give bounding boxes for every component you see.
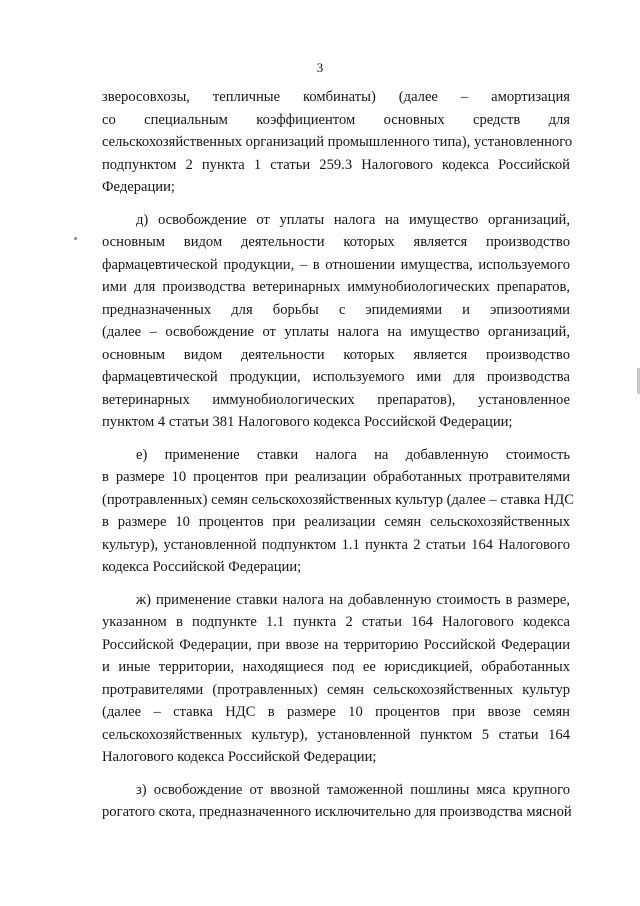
text-line: в размере 10 процентов при реализации семян сельскохозяйственных xyxy=(102,514,570,530)
scan-dot-mark xyxy=(74,237,77,240)
text-line: фармацевтической продукции, используемого ими для производства xyxy=(102,369,570,385)
text-line: Российской Федерации, при ввозе на территорию Российской Федерации xyxy=(102,636,570,653)
text-line: культур), установленной подпунктом 1.1 пункта 2 статьи 164 Налогового xyxy=(102,536,570,553)
text-line: (протравленных) семян сельскохозяйственных культур (далее – ставка НДС xyxy=(102,491,574,508)
text-line: и иные территории, находящиеся под ее юрисдикцией, обработанных xyxy=(102,659,570,675)
text-line: фармацевтической продукции, – в отношении имущества, используемого xyxy=(102,256,570,273)
text-line: д) освобождение от уплаты налога на имущество организаций, xyxy=(136,211,570,228)
text-line: рогатого скота, предназначенного исключительно для производства мясной xyxy=(102,804,572,820)
text-line: Федерации; xyxy=(102,179,175,195)
text-line: кодекса Российской Федерации; xyxy=(102,559,302,575)
text-line: пунктом 4 статьи 381 Налогового кодекса Российской Федерации; xyxy=(102,414,513,430)
text-line: з) освобождение от ввозной таможенной пошлины мяса крупного xyxy=(136,781,570,798)
text-line: Налогового кодекса Российской Федерации; xyxy=(102,749,377,765)
text-line: ветеринарных иммунобиологических препаратов), установленное xyxy=(102,391,570,408)
text-line: указанном в подпункте 1.1 пункта 2 статьи 164 Налогового кодекса xyxy=(102,614,570,630)
text-line: протравителями (протравленных) семян сельскохозяйственных культур xyxy=(102,681,570,698)
text-line: ж) применение ставки налога на добавленную стоимость в размере, xyxy=(136,591,570,608)
text-line: зверосовхозы, тепличные комбинаты) (далее – амортизация xyxy=(102,89,570,105)
text-line: со специальным коэффициентом основных средств для xyxy=(102,111,570,128)
paragraph-item-d xyxy=(102,209,570,434)
text-line: (далее – освобождение от уплаты налога на имущество организаций, xyxy=(102,324,570,340)
text-line: предназначенных для борьбы с эпидемиями и эпизоотиями xyxy=(102,301,570,318)
document-body xyxy=(102,86,574,824)
text-line: е) применение ставки налога на добавленную стоимость xyxy=(136,446,570,463)
text-line: (далее – ставка НДС в размере 10 процентов при ввозе семян xyxy=(102,704,570,720)
text-line: основным видом деятельности которых является производство xyxy=(102,234,570,250)
text-line: сельскохозяйственных культур), установленной пунктом 5 статьи 164 xyxy=(102,726,570,743)
paragraph-item-zh xyxy=(102,589,570,769)
paragraph-item-e xyxy=(102,444,574,579)
text-line: основным видом деятельности которых является производство xyxy=(102,346,570,363)
text-line: в размере 10 процентов при реализации обработанных протравителями xyxy=(102,469,570,485)
text-line: ими для производства ветеринарных иммунобиологических препаратов, xyxy=(102,279,570,295)
paragraph-continuation xyxy=(102,86,573,199)
text-line: сельскохозяйственных организаций промышленного типа), установленного xyxy=(102,134,573,150)
paragraph-item-z xyxy=(102,779,570,824)
page-number: 3 xyxy=(316,60,324,75)
text-line: подпунктом 2 пункта 1 статьи 259.3 Налогового кодекса Российской xyxy=(102,156,570,173)
